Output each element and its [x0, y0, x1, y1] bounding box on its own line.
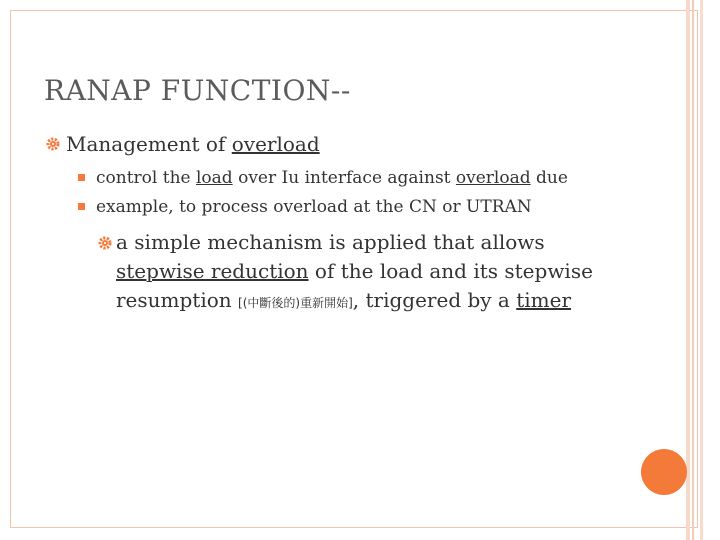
underlined-term: load — [195, 168, 233, 188]
text-segment: over Iu interface against — [232, 168, 456, 188]
bullet-level2-text — [96, 166, 568, 190]
text-segment: resumption — [116, 288, 239, 312]
square-bullet-icon — [78, 203, 85, 210]
underlined-term: stepwise reduction — [116, 259, 309, 283]
underlined-term: timer — [516, 288, 572, 312]
bullet-level3-line — [98, 286, 658, 318]
underlined-term: overload — [231, 132, 320, 156]
text-segment: , triggered by a — [352, 288, 517, 312]
decorative-circle — [641, 449, 687, 495]
cjk-annotation: [(中斷後的)重新開始] — [238, 296, 353, 310]
text-segment: of the load and its stepwise — [308, 259, 593, 283]
bullet-level2-text: example, to process overload at the CN or UTRAN — [96, 197, 532, 217]
decorative-band — [700, 0, 703, 540]
decorative-band — [686, 0, 690, 540]
bullet-level3-line: a simple mechanism is applied that allows — [116, 230, 545, 254]
text-segment: due — [530, 168, 568, 188]
text-segment: Management of — [66, 132, 232, 156]
bullet-level3 — [98, 228, 658, 318]
bullet-level3-line — [98, 257, 658, 286]
underlined-term: overload — [455, 168, 531, 188]
bullet-level1-text — [66, 130, 320, 158]
gear-icon — [46, 137, 60, 151]
text-segment: control the — [96, 168, 196, 188]
gear-icon — [98, 236, 112, 250]
square-bullet-icon — [78, 174, 85, 181]
slide-title: RANAP FUNCTION-- — [44, 74, 351, 107]
decorative-band — [692, 0, 694, 540]
